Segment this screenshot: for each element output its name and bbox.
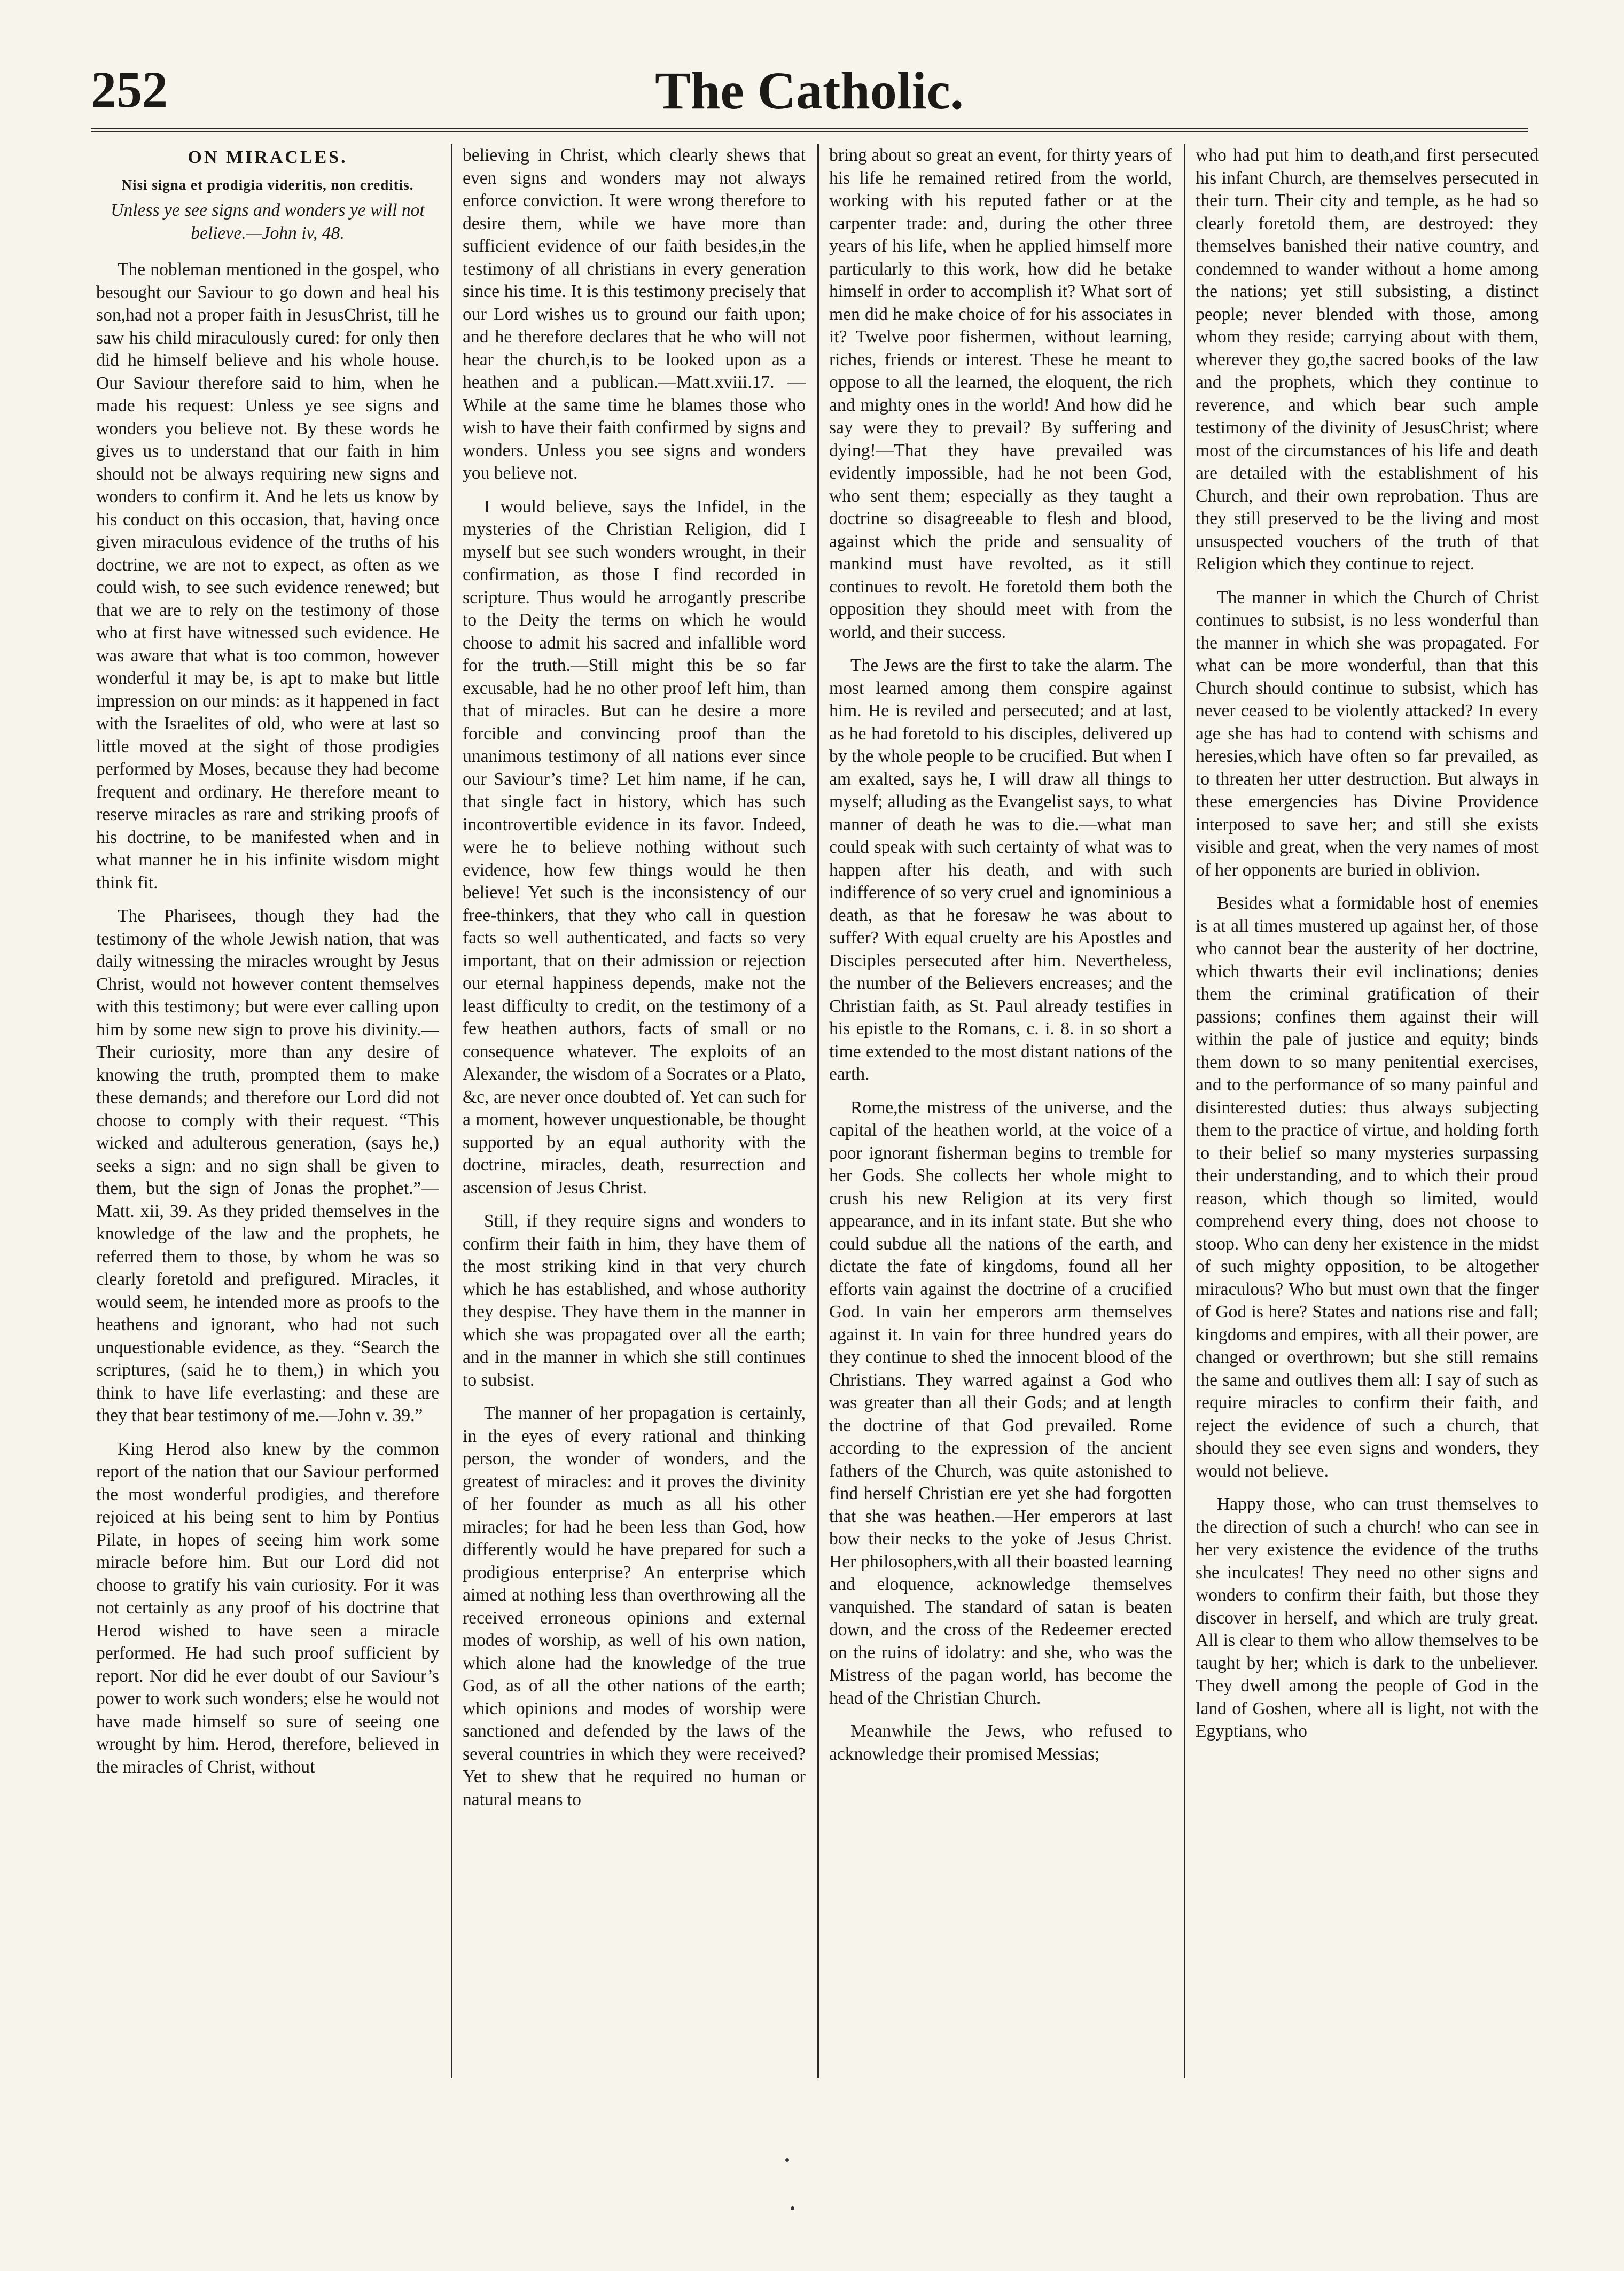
paragraph: bring about so great an event, for thirty years of his life he remained retired from the world, working with his reputed father or at the carpenter trade: and, during the other three years of his life, when he applied himself more particularly to this work, how did he betake himself in order to accomplish it? What sort of men did he make choice of for his associates in it? Twelve poor fishermen, without learning, riches, friends or interest. These he meant to oppose to all the learned, the eloquent, the rich and mighty ones in the world! And how did he say were they to prevail? By suffering and dying!—That they have prevailed was evidently impossible, had he not been God, who sent them; especially as they taught a doctrine so disagreeable to flesh and blood, against which the pride and sensuality of mankind must have revolted, as it still continues to revolt. He foretold them both the opposition they should meet with from the world, and their success. [829,145,1172,642]
paragraph: Besides what a formidable host of enemies is at all times mustered up against her, of those who cannot bear the austerity of her doctrine, which thwarts their evil inclinations; denies them the criminal gratification of their passions; confines them against their will within the pale of justice and equity; binds them down to so many penitential exercises, and to the performance of so many painful and disinterested duties: thus always subjecting them to the practice of virtue, and holding forth to their belief so many mysteries surpassing their understanding, and to which their proud reason, which though so limited, would comprehend every thing, does not choose to stoop. Who can deny her existence in the midst of such mighty opposition, to be altogether miraculous? Who but must own that the finger of God is here? States and nations rise and fall; kingdoms and empires, with all their power, are changed or overthrown; but she still remains the same and outlives them all: I say of such as require miracles to confirm their faith, and reject the evidence of such a church, that should they see even signs and wonders, they would not believe. [1196,893,1539,1481]
paragraph: Happy those, who can trust themselves to the direction of such a church! who can see in her very existence the evidence of the truths she inculcates! They need no other signs and wonders to confirm their faith, but those they discover in herself, and which are truly great. All is clear to them who allow themselves to be taught by her; which is dark to the unbeliever. They dwell among the people of God in the land of Goshen, where all is light, not with the Egyptians, who [1196,1494,1539,1741]
column-rule [1184,144,1185,2078]
paragraph: The nobleman mentioned in the gospel, who besought our Saviour to go down and heal his son,had not a proper faith in JesusChrist, till he saw his child miraculously cured: for only then did he himself believe and his whole house. Our Saviour therefore said to him, when he made his request: Unless ye see signs and wonders you believe not. By these words he gives us to understand that our faith in him should not be always requiring new signs and wonders to confirm it. And he lets us know by his conduct on this occasion, that, having once given miraculous evidence of the truths of his doctrine, we are not to expect, as often as we could wish, to see such evidence renewed; but that we are to rely on the testimony of those who at first have witnessed such evidence. He was aware that what is too common, however wonderful it may be, is apt to make but little impression on our minds: as it happened in fact with the Israelites of old, who were at last so little moved at the sight of those prodigies performed by Moses, because they had become frequent and ordinary. He therefore meant to reserve miracles as rare and striking proofs of his doctrine, to be manifested when and in what manner he in his infinite wisdom might think fit. [96,260,439,893]
column-rule [817,144,819,2078]
paragraph: The Pharisees, though they had the testimony of the whole Jewish nation, that was daily witnessing the miracles wrought by Jesus Christ, would not however content themselves with this testimony; but were ever calling upon him by some new sign to prove his divinity.—Their curiosity, more than any desire of knowing the truth, prompted them to make these demands; and therefore our Lord did not choose to comply with their request. “This wicked and adulterous generation, (says he,) seeks a sign: and no sign shall be given to them, but the sign of Jonas the prophet.”—Matt. xii, 39. As they prided themselves in the knowledge of the law and the prophets, he referred them to those, by whom he was so clearly foretold and prefigured. Miracles, it would seem, he intended more as proofs to the heathens and ignorant, who had not such unquestionable evidence, as they. “Search the scriptures, (said he to them,) in which you think to have life everlasting: and these are they that bear testimony of me.—John v. 39.” [96,906,439,1425]
paragraph: believing in Christ, which clearly shews that even signs and wonders may not always enforce conviction. It were wrong therefore to desire them, while we have more than sufficient evidence of our faith besides,in the testimony of all christians in every generation since his time. It is this testimony precisely that our Lord wishes us to ground our faith upon; and he therefore declares that he who will not hear the church,is to be looked upon as a heathen and a publican.—Matt.xviii.17. —While at the same time he blames those who wish to have their faith confirmed by signs and wonders. Unless you see signs and wonders you believe not. [463,145,806,483]
column-3 [829,144,1172,2089]
paragraph: I would believe, says the Infidel, in the mysteries of the Christian Religion, did I myself but see such wonders wrought, in their confirmation, as those I find recorded in scripture. Thus would he arrogantly prescribe to the Deity the terms on which he would choose to admit his sacred and infallible word for the truth.—Still might this be so far excusable, had he no other proof left him, than that of miracles. But can he desire a more forcible and convincing proof than the unanimous testimony of all nations ever since our Saviour’s time? Let him name, if he can, that single fact in history, which has such incontrovertible evidence in its favor. Indeed, were he to believe nothing without such evidence, how few things would he then believe! Yet such is the inconsistency of our free-thinkers, that they who call in question facts so well authenticated, and facts so very important, that on their admission or rejection our eternal happiness depends, make not the least difficulty to credit, on the testimony of a few heathen authors, facts of small or no consequence whatever. The exploits of an Alexander, the wisdom of a Socrates or a Plato, &c, are never once doubted of. Yet can such for a moment, however unquestionable, be thought supported by an equal authority with the doctrine, miracles, death, resurrection and ascension of Jesus Christ. [463,496,806,1198]
epigraph-english: Unless ye see signs and wonders ye will not believe.—John iv, 48. [111,200,425,243]
ink-speck [791,2206,794,2210]
ink-speck [785,2158,789,2162]
column-1 [96,144,439,2089]
paragraph: Meanwhile the Jews, who refused to acknowledge their promised Messias; [829,1721,1172,1764]
paragraph: Rome,the mistress of the universe, and the capital of the heathen world, at the voice of a poor ignorant fisherman begins to tremble for her Gods. She collects her whole might to crush his new Religion at its very first appearance, and in its infant state. But she who could subdue all the nations of the earth, and dictate the fate of kingdoms, found all her efforts vain against the doctrine of a crucified God. In vain her emperors arm themselves against it. In vain for three hundred years do they continue to shed the innocent blood of the Christians. They warred against a God who was greater than all their Gods; and at length the doctrine of that God prevailed. Rome according to the expression of the ancient fathers of the Church, was quite astonished to find herself Christian ere yet she had forgotten that she was heathen.—Her emperors at last bow their necks to the yoke of Jesus Christ. Her philosophers,with all their boasted learning and eloquence, acknowledge themselves vanquished. The standard of satan is beaten down, and the cross of the Redeemer erected on the ruins of idolatry: and she, who was the Mistress of the pagan world, has become the head of the Christian Church. [829,1097,1172,1708]
page-header [91,61,1528,144]
paragraph: who had put him to death,and first persecuted his infant Church, are themselves persecuted in their turn. Their city and temple, as he had so clearly foretold them, are destroyed: they themselves banished their native country, and condemned to wander without a home among the nations; yet still subsisting, a distinct people; never blended with those, among whom they reside; carrying about with them, wherever they go,the sacred books of the law and the prophets, which they continue to reverence, and which bear such ample testimony of the divinity of JesusChrist; where most of the circumstances of his life and death are detailed with the establishment of his Church, and their own reprobation. Thus are they still preserved to be the living and most unsuspected vouchers of the truth of that Religion which they continue to reject. [1196,145,1539,574]
header-rule [91,128,1528,132]
epigraph-latin: Nisi signa et prodigia videritis, non creditis. [121,176,414,193]
paragraph: The Jews are the first to take the alarm. The most learned among them conspire against him. He is reviled and persecuted; and at last, as he had foretold to his disciples, delivered up by the whole people to be crucified. But when I am exalted, says he, I will draw all things to myself; alluding as the Evangelist says, to what manner of death he was to die.—what man could speak with such certainty of what was to happen after his death, and with such indifference of so very cruel and ignominious a death, as that he foresaw he was about to suffer? With equal cruelty are his Apostles and Disciples persecuted after him. Nevertheless, the number of the Believers encreases; and the Christian faith, as St. Paul already testifies in his epistle to the Romans, c. i. 8. in so short a time extended to the most distant nations of the earth. [829,655,1172,1084]
page-number: 252 [91,61,168,118]
article-title: ON MIRACLES. [188,147,348,167]
paragraph: Still, if they require signs and wonders to confirm their faith in him, they have them of the most striking kind in that very church which he has established, and whose authority they despise. They have them in the manner in which she was propagated over all the earth; and in the manner in which she still continues to subsist. [463,1211,806,1390]
column-rule [451,144,452,2078]
paragraph: King Herod also knew by the common report of the nation that our Saviour performed the most wonderful prodigies, and therefore rejoiced at his being sent to him by Pontius Pilate, in hopes of seeing him work some miracle before him. But our Lord did not choose to gratify his vain curiosity. For it was not certainly as any proof of his doctrine that Herod wished to have seen a miracle performed. He had such proof sufficient by report. Nor did he ever doubt of our Saviour’s power to work such wonders; else he would not have made himself so sure of seeing one wrought by him. Herod, therefore, believed in the miracles of Christ, without [96,1439,439,1777]
paragraph: The manner of her propagation is certainly, in the eyes of every rational and thinking person, the wonder of wonders, and the greatest of miracles: and it proves the divinity of her founder as much as all his other miracles; for had he been less than God, how differently would he have prepared for such a prodigious enterprise? An enterprise which aimed at nothing less than overthrowing all the received erroneous opinions and external modes of worship, as well of his own nation, which alone had the knowledge of the true God, as of all the other nations of the earth; which opinions and modes of worship were sanctioned and defended by the laws of the several countries in which they were received? Yet to shew that he required no human or natural means to [463,1403,806,1809]
article-columns [96,144,1539,2089]
column-4 [1196,144,1539,2089]
column-2 [463,144,806,2089]
newspaper-title: The Catholic. [655,61,964,120]
paragraph: The manner in which the Church of Christ continues to subsist, is no less wonderful than the manner in which she was propagated. For what can be more wonderful, than that this Church should continue to subsist, which has never ceased to be violently attacked? In every age she has had to contend with schisms and heresies,which have often so far prevailed, as to threaten her utter destruction. But always in these emergencies has Divine Providence interposed to save her; and still she exists visible and great, when the very names of most of her opponents are buried in oblivion. [1196,587,1539,880]
